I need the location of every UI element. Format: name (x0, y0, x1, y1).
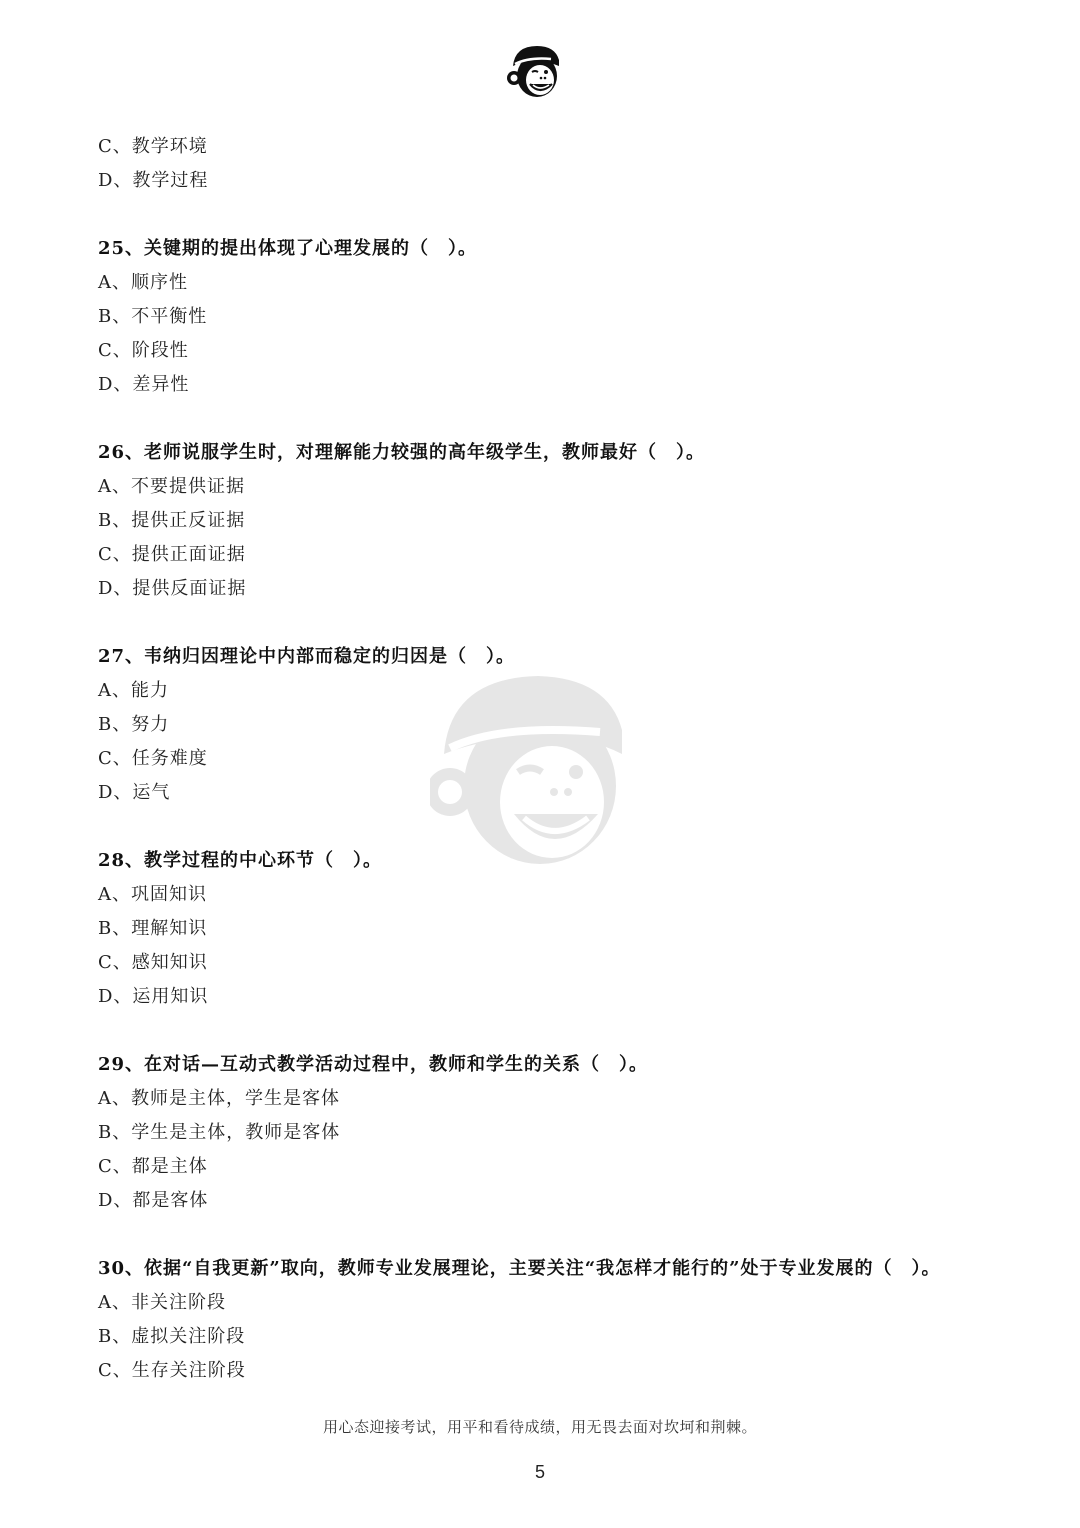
option-27-c: C、任务难度 (98, 748, 208, 769)
question-26: 26、老师说服学生时，对理解能力较强的高年级学生，教师最好（ ）。 (98, 442, 706, 463)
option-28-a: A、巩固知识 (98, 884, 207, 905)
option-carryover-d: D、教学过程 (98, 170, 209, 191)
option-carryover-c: C、教学环境 (98, 136, 208, 157)
monkey-mascot-icon (505, 40, 567, 100)
option-27-b: B、努力 (98, 714, 170, 735)
option-28-c: C、感知知识 (98, 952, 208, 973)
option-29-c: C、都是主体 (98, 1156, 208, 1177)
option-25-d: D、差异性 (98, 374, 190, 395)
question-27: 27、韦纳归因理论中内部而稳定的归因是（ ）。 (98, 646, 516, 667)
option-26-b: B、提供正反证据 (98, 510, 246, 531)
option-29-d: D、都是客体 (98, 1190, 209, 1211)
footer-motto: 用心态迎接考试，用平和看待成绩，用无畏去面对坎坷和荆棘。 (322, 1418, 757, 1436)
option-25-a: A、顺序性 (98, 272, 188, 293)
option-27-a: A、能力 (98, 680, 169, 701)
option-25-c: C、阶段性 (98, 340, 189, 361)
question-list (98, 130, 998, 1388)
option-29-a: A、教师是主体，学生是客体 (98, 1088, 340, 1109)
page-number: 5 (534, 1462, 545, 1482)
option-27-d: D、运气 (98, 782, 171, 803)
option-29-b: B、学生是主体，教师是客体 (98, 1122, 341, 1143)
option-26-a: A、不要提供证据 (98, 476, 245, 497)
question-25: 25、关键期的提出体现了心理发展的（ ）。 (98, 238, 478, 259)
option-26-d: D、提供反面证据 (98, 578, 247, 599)
option-30-a: A、非关注阶段 (98, 1292, 226, 1313)
question-28: 28、教学过程的中心环节（ ）。 (98, 850, 383, 871)
option-30-b: B、虚拟关注阶段 (98, 1326, 246, 1347)
option-25-b: B、不平衡性 (98, 306, 208, 327)
option-26-c: C、提供正面证据 (98, 544, 246, 565)
option-28-d: D、运用知识 (98, 986, 209, 1007)
option-28-b: B、理解知识 (98, 918, 208, 939)
question-29: 29、在对话—互动式教学活动过程中，教师和学生的关系（ ）。 (98, 1054, 649, 1075)
option-30-c: C、生存关注阶段 (98, 1360, 246, 1381)
question-30: 30、依据“自我更新”取向，教师专业发展理论，主要关注“我怎样才能行的”处于专业发展的（ ）。 (98, 1258, 941, 1279)
